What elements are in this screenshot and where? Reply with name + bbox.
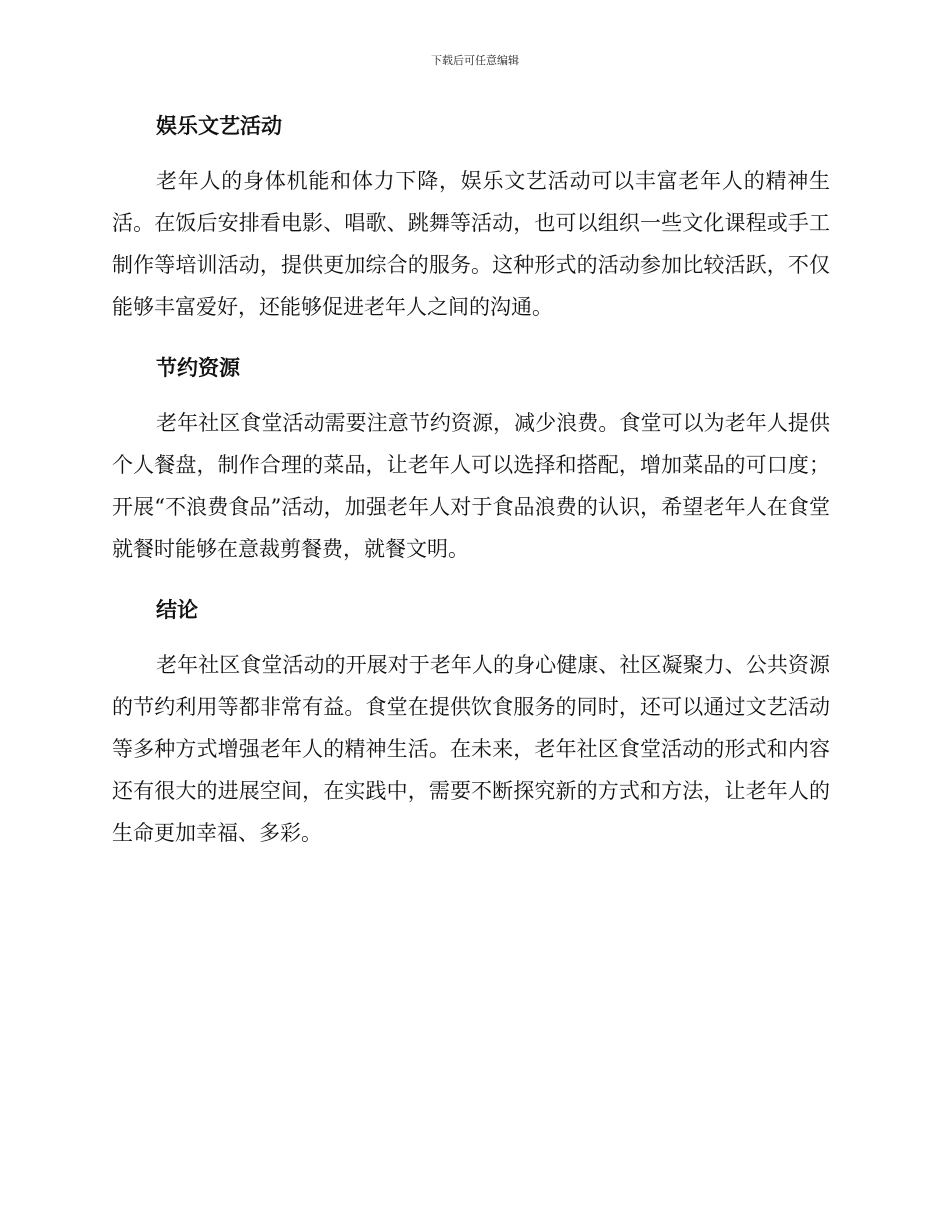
section-title-conclusion: 结论 [156,597,198,622]
section-entertainment [112,108,830,328]
page-header-note: 下载后可任意编辑 [431,54,519,67]
section-paragraph-conclusion: 老年社区食堂活动的开展对于老年人的身心健康、社区凝聚力、公共资源的节约利用等都非常有益。食堂在提供饮食服务的同时，还可以通过文艺活动等多种方式增强老年人的精神生活。在未来，老年社区食堂活动的形式和内容还有很大的进展空间，在实践中，需要不断探究新的方式和方法，让老年人的生命更加幸福、多彩。 [112,653,830,845]
section-paragraph-resource-saving: 老年社区食堂活动需要注意节约资源，减少浪费。食堂可以为老年人提供个人餐盘，制作合理的菜品，让老年人可以选择和搭配，增加菜品的可口度；开展“不浪费食品”活动，加强老年人对于食品浪费的认识，希望老年人在食堂就餐时能够在意裁剪餐费，就餐文明。 [112,411,830,561]
document-content [112,108,830,876]
section-resource-saving [112,350,830,570]
section-conclusion [112,592,830,854]
section-title-entertainment: 娱乐文艺活动 [156,113,282,138]
section-title-resource-saving: 节约资源 [156,355,240,380]
section-paragraph-entertainment: 老年人的身体机能和体力下降，娱乐文艺活动可以丰富老年人的精神生活。在饭后安排看电影、唱歌、跳舞等活动，也可以组织一些文化课程或手工制作等培训活动，提供更加综合的服务。这种形式的活动参加比较活跃，不仅能够丰富爱好，还能够促进老年人之间的沟通。 [112,169,830,319]
